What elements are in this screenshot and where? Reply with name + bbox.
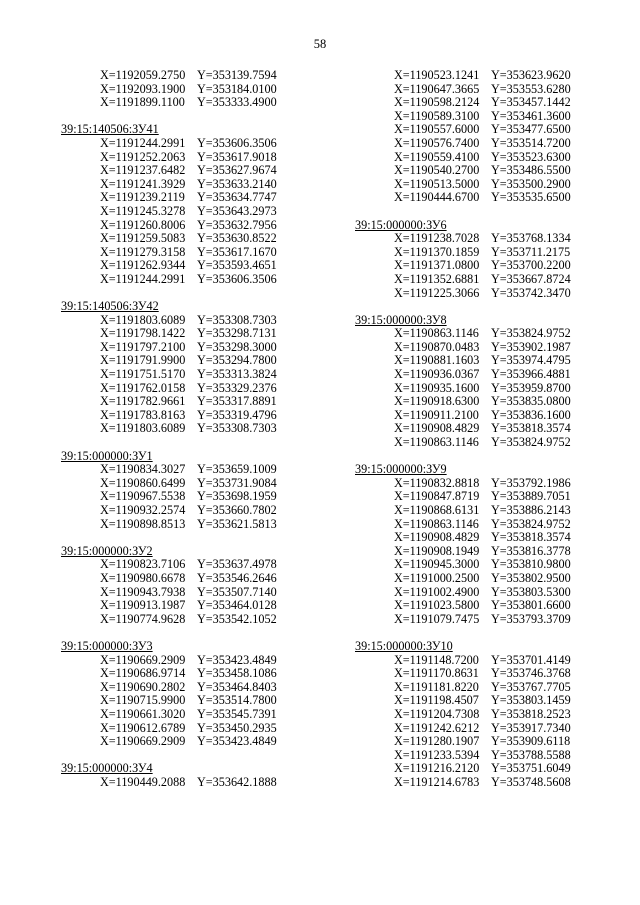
- coordinate-row: [355, 545, 625, 559]
- x-coordinate: X=1190913.1987: [100, 598, 186, 613]
- y-coordinate: Y=353423.4849: [197, 652, 277, 667]
- coordinate-row: [355, 490, 625, 504]
- y-coordinate: Y=353606.3506: [197, 271, 277, 286]
- parcel-block: [355, 69, 625, 205]
- coordinate-row: [61, 382, 331, 396]
- x-coordinate: X=1190847.8719: [394, 489, 480, 504]
- y-coordinate: Y=353514.7800: [197, 693, 277, 708]
- y-coordinate: Y=353633.2140: [197, 176, 277, 191]
- coordinate-row: [61, 694, 331, 708]
- y-coordinate: Y=353593.4651: [197, 258, 277, 273]
- coordinate-row: [355, 368, 625, 382]
- x-coordinate: X=1190557.6000: [394, 122, 480, 137]
- coordinate-row: [61, 654, 331, 668]
- y-coordinate: Y=353698.1959: [197, 489, 277, 504]
- x-coordinate: X=1191238.7028: [394, 231, 480, 246]
- x-coordinate: X=1190661.3020: [100, 706, 186, 721]
- y-coordinate: Y=353308.7303: [197, 312, 277, 327]
- coordinate-row: [355, 558, 625, 572]
- coordinate-row: [61, 96, 331, 110]
- x-coordinate: X=1191899.1100: [100, 95, 185, 110]
- coordinate-row: [355, 409, 625, 423]
- coordinate-row: [355, 287, 625, 301]
- y-coordinate: Y=353701.4149: [491, 652, 571, 667]
- x-coordinate: X=1190449.2088: [100, 774, 186, 789]
- coordinate-row: [355, 762, 625, 776]
- x-coordinate: X=1191782.9661: [100, 394, 186, 409]
- coordinate-row: [61, 463, 331, 477]
- parcel-block: [61, 123, 331, 286]
- y-coordinate: Y=353319.4796: [197, 407, 277, 422]
- coordinate-row: [61, 490, 331, 504]
- y-coordinate: Y=353308.7303: [197, 421, 277, 436]
- x-coordinate: X=1190834.3027: [100, 462, 186, 477]
- coordinate-row: [355, 341, 625, 355]
- y-coordinate: Y=353818.3574: [491, 421, 571, 436]
- x-coordinate: X=1190908.4829: [394, 530, 480, 545]
- parcel-block: [61, 762, 331, 789]
- x-coordinate: X=1191148.7200: [394, 652, 479, 667]
- x-coordinate: X=1191000.2500: [394, 570, 480, 585]
- y-coordinate: Y=353298.7131: [197, 326, 277, 341]
- y-coordinate: Y=353139.7594: [197, 68, 277, 82]
- coordinate-row: [355, 151, 625, 165]
- y-coordinate: Y=353824.9752: [491, 435, 571, 450]
- y-coordinate: Y=353959.8700: [491, 380, 571, 395]
- y-coordinate: Y=353748.5608: [491, 774, 571, 789]
- coordinate-row: [61, 327, 331, 341]
- coordinate-row: [355, 504, 625, 518]
- x-coordinate: X=1191214.6783: [394, 774, 480, 789]
- y-coordinate: Y=353294.7800: [197, 353, 277, 368]
- x-coordinate: X=1190823.7106: [100, 557, 186, 572]
- x-coordinate: X=1191262.9344: [100, 258, 186, 273]
- y-coordinate: Y=353801.6600: [491, 598, 571, 613]
- coordinate-row: [355, 694, 625, 708]
- coordinate-row: [355, 191, 625, 205]
- x-coordinate: X=1190863.1146: [394, 435, 479, 450]
- x-coordinate: X=1190576.7400: [394, 135, 480, 150]
- coordinate-row: [61, 205, 331, 219]
- y-coordinate: Y=353617.1670: [197, 244, 277, 259]
- x-coordinate: X=1190513.5000: [394, 176, 480, 191]
- x-coordinate: X=1190589.3100: [394, 108, 480, 123]
- x-coordinate: X=1191244.2991: [100, 135, 186, 150]
- y-coordinate: Y=353637.4978: [197, 557, 277, 572]
- y-coordinate: Y=353792.1986: [491, 475, 571, 490]
- parcel-heading: 39:15:000000:ЗУ10: [355, 638, 453, 653]
- parcel-heading: 39:15:000000:ЗУ3: [61, 638, 153, 653]
- coordinate-row: [355, 327, 625, 341]
- y-coordinate: Y=353617.9018: [197, 149, 277, 164]
- x-coordinate: X=1191079.7475: [394, 611, 480, 626]
- x-coordinate: X=1191204.7308: [394, 706, 480, 721]
- y-coordinate: Y=353623.9620: [491, 68, 571, 82]
- x-coordinate: X=1190832.8818: [394, 475, 480, 490]
- x-coordinate: X=1191245.3278: [100, 203, 186, 218]
- coordinate-row: [61, 477, 331, 491]
- parcel-block: [61, 640, 331, 749]
- y-coordinate: Y=353767.7705: [491, 679, 571, 694]
- x-coordinate: X=1190863.1146: [394, 326, 479, 341]
- coordinate-row: [355, 382, 625, 396]
- parcel-heading: 39:15:000000:ЗУ8: [355, 312, 447, 327]
- x-coordinate: X=1190669.2909: [100, 652, 186, 667]
- y-coordinate: Y=353917.7340: [491, 720, 571, 735]
- y-coordinate: Y=353746.3768: [491, 666, 571, 681]
- coordinate-row: [61, 776, 331, 790]
- parcel-block: [61, 450, 331, 532]
- x-coordinate: X=1190980.6678: [100, 570, 186, 585]
- coordinate-row: [61, 422, 331, 436]
- coordinate-row: [355, 395, 625, 409]
- x-coordinate: X=1191803.6089: [100, 312, 186, 327]
- coordinate-row: [61, 667, 331, 681]
- coordinate-row: [61, 504, 331, 518]
- y-coordinate: Y=353627.9674: [197, 163, 277, 178]
- parcel-heading: 39:15:140506:ЗУ42: [61, 299, 159, 314]
- coordinate-row: [355, 178, 625, 192]
- y-coordinate: Y=353621.5813: [197, 516, 277, 531]
- x-coordinate: X=1191791.9900: [100, 353, 186, 368]
- y-coordinate: Y=353660.7802: [197, 503, 277, 517]
- x-coordinate: X=1191279.3158: [100, 244, 186, 259]
- x-coordinate: X=1190911.2100: [394, 407, 479, 422]
- y-coordinate: Y=353974.4795: [491, 353, 571, 368]
- coordinate-row: [61, 722, 331, 736]
- y-coordinate: Y=353711.2175: [491, 244, 571, 259]
- parcel-block: [355, 463, 625, 626]
- y-coordinate: Y=353742.3470: [491, 285, 571, 300]
- coordinate-row: [355, 273, 625, 287]
- coordinate-row: [355, 735, 625, 749]
- coordinate-row: [355, 232, 625, 246]
- x-coordinate: X=1190908.1949: [394, 543, 480, 558]
- x-coordinate: X=1191352.6881: [394, 271, 480, 286]
- parcel-block: [355, 640, 625, 790]
- y-coordinate: Y=353461.3600: [491, 108, 571, 123]
- coordinate-row: [355, 708, 625, 722]
- coordinate-row: [355, 518, 625, 532]
- coordinate-row: [61, 273, 331, 287]
- x-coordinate: X=1191797.2100: [100, 339, 186, 354]
- coordinate-row: [355, 110, 625, 124]
- y-coordinate: Y=353818.2523: [491, 706, 571, 721]
- x-coordinate: X=1190918.6300: [394, 394, 480, 409]
- coordinate-row: [355, 69, 625, 83]
- coordinate-row: [355, 246, 625, 260]
- coordinate-row: [61, 83, 331, 97]
- x-coordinate: X=1191233.5394: [394, 747, 480, 762]
- coordinate-row: [355, 586, 625, 600]
- x-coordinate: X=1191798.1422: [100, 326, 186, 341]
- coordinate-row: [355, 83, 625, 97]
- coordinate-row: [61, 259, 331, 273]
- x-coordinate: X=1190774.9628: [100, 611, 186, 626]
- y-coordinate: Y=353816.3778: [491, 543, 571, 558]
- y-coordinate: Y=353632.7956: [197, 217, 277, 232]
- x-coordinate: X=1190868.6131: [394, 503, 480, 517]
- x-coordinate: X=1191803.6089: [100, 421, 186, 436]
- x-coordinate: X=1191242.6212: [394, 720, 480, 735]
- page-number: 58: [313, 37, 327, 51]
- y-coordinate: Y=353553.6280: [491, 81, 571, 96]
- coordinate-row: [355, 96, 625, 110]
- y-coordinate: Y=353317.8891: [197, 394, 277, 409]
- y-coordinate: Y=353507.7140: [197, 584, 277, 599]
- y-coordinate: Y=353298.3000: [197, 339, 277, 354]
- y-coordinate: Y=353803.5300: [491, 584, 571, 599]
- y-coordinate: Y=353423.4849: [197, 734, 277, 749]
- coordinate-row: [355, 776, 625, 790]
- y-coordinate: Y=353889.7051: [491, 489, 571, 504]
- y-coordinate: Y=353966.4881: [491, 367, 571, 382]
- x-coordinate: X=1190967.5538: [100, 489, 186, 504]
- x-coordinate: X=1192059.2750: [100, 68, 186, 82]
- x-coordinate: X=1191783.8163: [100, 407, 186, 422]
- x-coordinate: X=1190935.1600: [394, 380, 480, 395]
- coordinate-row: [355, 613, 625, 627]
- coordinate-row: [61, 395, 331, 409]
- y-coordinate: Y=353642.1888: [197, 774, 277, 789]
- parcel-block: [355, 314, 625, 450]
- y-coordinate: Y=353545.7391: [197, 706, 277, 721]
- coordinate-row: [61, 151, 331, 165]
- y-coordinate: Y=353643.2973: [197, 203, 277, 218]
- y-coordinate: Y=353514.7200: [491, 135, 571, 150]
- y-coordinate: Y=353464.0128: [197, 598, 277, 613]
- coordinate-row: [61, 314, 331, 328]
- y-coordinate: Y=353500.2900: [491, 176, 571, 191]
- x-coordinate: X=1190444.6700: [394, 190, 480, 205]
- x-coordinate: X=1191170.8631: [394, 666, 479, 681]
- y-coordinate: Y=353824.9752: [491, 516, 571, 531]
- y-coordinate: Y=353546.2646: [197, 570, 277, 585]
- coordinate-row: [61, 191, 331, 205]
- x-coordinate: X=1191023.5800: [394, 598, 480, 613]
- coordinate-row: [61, 232, 331, 246]
- y-coordinate: Y=353700.2200: [491, 258, 571, 273]
- coordinate-row: [355, 164, 625, 178]
- x-coordinate: X=1190870.0483: [394, 339, 480, 354]
- y-coordinate: Y=353731.9084: [197, 475, 277, 490]
- x-coordinate: X=1190612.6789: [100, 720, 186, 735]
- y-coordinate: Y=353824.9752: [491, 326, 571, 341]
- x-coordinate: X=1190881.1603: [394, 353, 480, 368]
- y-coordinate: Y=353803.1459: [491, 693, 571, 708]
- coordinate-row: [61, 572, 331, 586]
- coordinate-row: [355, 531, 625, 545]
- x-coordinate: X=1191244.2991: [100, 271, 186, 286]
- x-coordinate: X=1191259.5083: [100, 231, 186, 246]
- coordinate-row: [61, 708, 331, 722]
- x-coordinate: X=1190669.2909: [100, 734, 186, 749]
- y-coordinate: Y=353802.9500: [491, 570, 571, 585]
- coordinate-row: [61, 164, 331, 178]
- y-coordinate: Y=353768.1334: [491, 231, 571, 246]
- parcel-heading: 39:15:000000:ЗУ6: [355, 217, 447, 232]
- y-coordinate: Y=353810.9800: [491, 557, 571, 572]
- x-coordinate: X=1191280.1907: [394, 734, 480, 749]
- x-coordinate: X=1190715.9900: [100, 693, 186, 708]
- x-coordinate: X=1191002.4900: [394, 584, 480, 599]
- x-coordinate: X=1191216.2120: [394, 761, 480, 776]
- x-coordinate: X=1192093.1900: [100, 81, 186, 96]
- coordinate-row: [355, 354, 625, 368]
- coordinate-row: [61, 137, 331, 151]
- y-coordinate: Y=353477.6500: [491, 122, 571, 137]
- x-coordinate: X=1190945.3000: [394, 557, 480, 572]
- coordinate-row: [61, 219, 331, 233]
- parcel-block: [61, 69, 331, 110]
- y-coordinate: Y=353542.1052: [197, 611, 277, 626]
- coordinate-row: [355, 654, 625, 668]
- coordinate-row: [355, 599, 625, 613]
- coordinate-row: [355, 477, 625, 491]
- y-coordinate: Y=353184.0100: [197, 81, 277, 96]
- y-coordinate: Y=353751.6049: [491, 761, 571, 776]
- y-coordinate: Y=353659.1009: [197, 462, 277, 477]
- coordinate-row: [61, 681, 331, 695]
- y-coordinate: Y=353818.3574: [491, 530, 571, 545]
- y-coordinate: Y=353450.2935: [197, 720, 277, 735]
- x-coordinate: X=1191241.3929: [100, 176, 186, 191]
- parcel-block: [61, 545, 331, 627]
- x-coordinate: X=1191371.0800: [394, 258, 480, 273]
- x-coordinate: X=1191237.6482: [100, 163, 186, 178]
- left-column: [61, 69, 331, 803]
- coordinate-row: [355, 259, 625, 273]
- y-coordinate: Y=353535.6500: [491, 190, 571, 205]
- x-coordinate: X=1190943.7938: [100, 584, 186, 599]
- y-coordinate: Y=353836.1600: [491, 407, 571, 422]
- coordinate-row: [355, 722, 625, 736]
- coordinate-row: [61, 735, 331, 749]
- coordinate-row: [61, 409, 331, 423]
- y-coordinate: Y=353458.1086: [197, 666, 277, 681]
- x-coordinate: X=1190863.1146: [394, 516, 479, 531]
- x-coordinate: X=1190523.1241: [394, 68, 480, 82]
- coordinate-row: [61, 69, 331, 83]
- parcel-block: [355, 219, 625, 301]
- y-coordinate: Y=353486.5500: [491, 163, 571, 178]
- coordinate-row: [61, 246, 331, 260]
- x-coordinate: X=1191751.5170: [100, 367, 186, 382]
- coordinate-row: [355, 137, 625, 151]
- y-coordinate: Y=353634.7747: [197, 190, 277, 205]
- x-coordinate: X=1191370.1859: [394, 244, 480, 259]
- parcel-heading: 39:15:000000:ЗУ9: [355, 462, 447, 477]
- x-coordinate: X=1191225.3066: [394, 285, 480, 300]
- x-coordinate: X=1190932.2574: [100, 503, 186, 517]
- x-coordinate: X=1191239.2119: [100, 190, 185, 205]
- parcel-heading: 39:15:140506:ЗУ41: [61, 122, 159, 137]
- y-coordinate: Y=353329.2376: [197, 380, 277, 395]
- coordinate-row: [355, 422, 625, 436]
- x-coordinate: X=1190647.3665: [394, 81, 480, 96]
- coordinate-row: [61, 599, 331, 613]
- y-coordinate: Y=353835.0800: [491, 394, 571, 409]
- parcel-heading: 39:15:000000:ЗУ2: [61, 543, 153, 558]
- coordinate-row: [61, 354, 331, 368]
- y-coordinate: Y=353333.4900: [197, 95, 277, 110]
- coordinate-row: [355, 123, 625, 137]
- coordinate-row: [61, 558, 331, 572]
- x-coordinate: X=1190559.4100: [394, 149, 480, 164]
- x-coordinate: X=1190908.4829: [394, 421, 480, 436]
- x-coordinate: X=1190540.2700: [394, 163, 480, 178]
- coordinate-row: [355, 572, 625, 586]
- x-coordinate: X=1191260.8006: [100, 217, 186, 232]
- x-coordinate: X=1191198.4507: [394, 693, 479, 708]
- coordinate-row: [61, 518, 331, 532]
- y-coordinate: Y=353457.1442: [491, 95, 571, 110]
- coordinate-row: [61, 368, 331, 382]
- x-coordinate: X=1190898.8513: [100, 516, 186, 531]
- y-coordinate: Y=353630.8522: [197, 231, 277, 246]
- y-coordinate: Y=353909.6118: [491, 734, 571, 749]
- right-column: [355, 69, 625, 803]
- y-coordinate: Y=353464.8403: [197, 679, 277, 694]
- parcel-heading: 39:15:000000:ЗУ4: [61, 761, 153, 776]
- x-coordinate: X=1190686.9714: [100, 666, 186, 681]
- coordinate-row: [61, 586, 331, 600]
- y-coordinate: Y=353313.3824: [197, 367, 277, 382]
- coordinate-row: [61, 341, 331, 355]
- y-coordinate: Y=353606.3506: [197, 135, 277, 150]
- y-coordinate: Y=353788.5588: [491, 747, 571, 762]
- y-coordinate: Y=353523.6300: [491, 149, 571, 164]
- coordinate-row: [355, 436, 625, 450]
- coordinate-row: [355, 749, 625, 763]
- y-coordinate: Y=353667.8724: [491, 271, 571, 286]
- x-coordinate: X=1191252.2063: [100, 149, 186, 164]
- coordinate-row: [61, 178, 331, 192]
- x-coordinate: X=1190936.0367: [394, 367, 480, 382]
- parcel-heading: 39:15:000000:ЗУ1: [61, 448, 153, 463]
- x-coordinate: X=1190860.6499: [100, 475, 186, 490]
- coordinate-row: [355, 681, 625, 695]
- x-coordinate: X=1190690.2802: [100, 679, 186, 694]
- coordinate-row: [355, 667, 625, 681]
- y-coordinate: Y=353886.2143: [491, 503, 571, 517]
- y-coordinate: Y=353902.1987: [491, 339, 571, 354]
- x-coordinate: X=1191181.8220: [394, 679, 479, 694]
- y-coordinate: Y=353793.3709: [491, 611, 571, 626]
- x-coordinate: X=1190598.2124: [394, 95, 480, 110]
- coordinate-row: [61, 613, 331, 627]
- x-coordinate: X=1191762.0158: [100, 380, 186, 395]
- parcel-block: [61, 300, 331, 436]
